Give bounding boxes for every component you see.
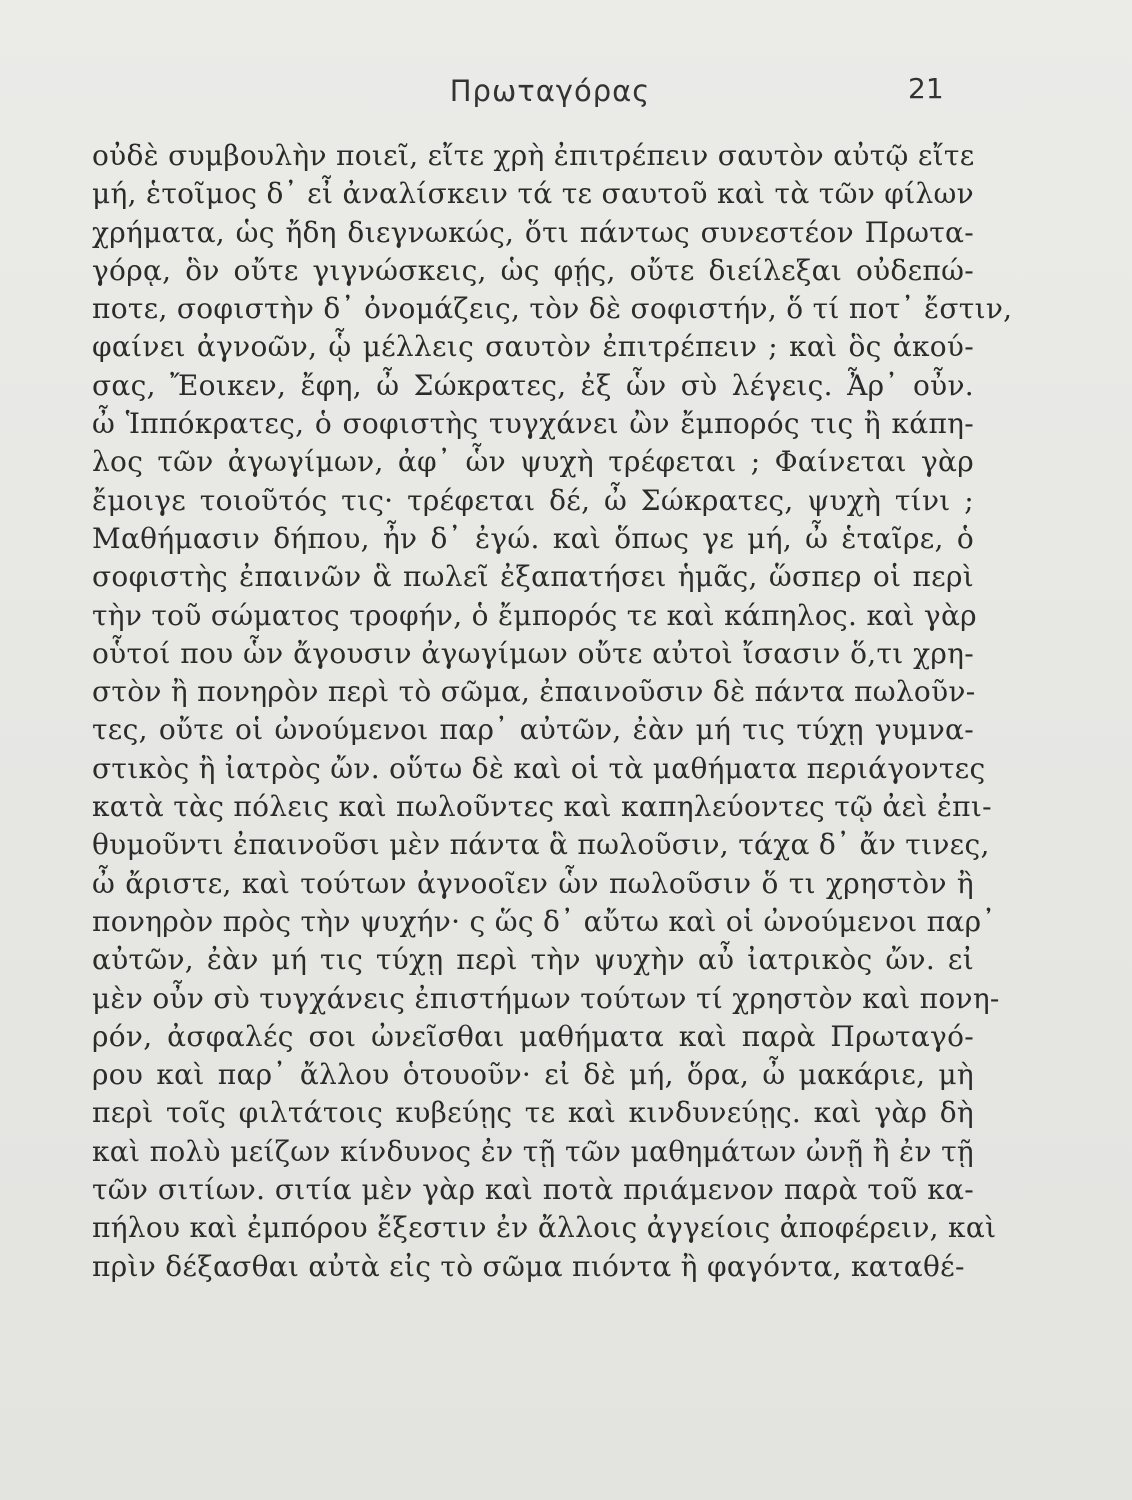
text-line: μὲν οὖν σὺ τυγχάνεις ἐπιστήμων τούτων τί χρηστὸν καὶ πονη- bbox=[92, 981, 1000, 1015]
text-line: μή, ἑτοῖμος δ᾿ εἶ ἀναλίσκειν τά τε σαυτοῦ καὶ τὰ τῶν φίλων bbox=[92, 177, 974, 211]
text-line: πήλου καὶ ἐμπόρου ἔξεστιν ἐν ἄλλοις ἀγγείοις ἀποφέρειν, καὶ bbox=[92, 1211, 997, 1245]
text-line: στὸν ἢ πονηρὸν περὶ τὸ σῶμα, ἐπαινοῦσιν δὲ πάντα πωλοῦν- bbox=[92, 675, 976, 709]
text-line: φαίνει ἀγνοῶν, ᾧ μέλλεις σαυτὸν ἐπιτρέπειν ; καὶ ὃς ἀκού- bbox=[92, 330, 974, 364]
text-line: Μαθήμασιν δήπου, ἦν δ᾿ ἐγώ. καὶ ὅπως γε μή, ὦ ἑταῖρε, ὁ bbox=[92, 521, 974, 555]
text-line: ἔμοιγε τοιοῦτός τις· τρέφεται δέ, ὦ Σώκρατες, ψυχὴ τίνι ; bbox=[92, 483, 974, 517]
text-line: κατὰ τὰς πόλεις καὶ πωλοῦντες καὶ καπηλεύοντες τῷ ἀεὶ ἐπι- bbox=[92, 790, 992, 824]
body-text bbox=[92, 137, 1013, 1286]
page-number: 21 bbox=[908, 72, 944, 105]
text-line: πρὶν δέξασθαι αὐτὰ εἰς τὸ σῶμα πιόντα ἢ φαγόντα, καταθέ- bbox=[92, 1249, 965, 1283]
text-line: καὶ πολὺ μείζων κίνδυνος ἐν τῇ τῶν μαθημάτων ὠνῇ ἢ ἐν τῇ bbox=[92, 1134, 974, 1168]
running-title: Πρωταγόρας bbox=[449, 74, 651, 108]
text-line: ρόν, ἀσφαλές σοι ὠνεῖσθαι μαθήματα καὶ παρὰ Πρωταγό- bbox=[92, 1019, 974, 1053]
text-line: θυμοῦντι ἐπαινοῦσι μὲν πάντα ἃ πωλοῦσιν, τάχα δ᾿ ἄν τινες, bbox=[92, 828, 990, 862]
text-line: αὐτῶν, ἐὰν μή τις τύχῃ περὶ τὴν ψυχὴν αὖ ἰατρικὸς ὤν. εἰ bbox=[92, 943, 974, 977]
text-line: στικὸς ἢ ἰατρὸς ὤν. οὕτω δὲ καὶ οἱ τὰ μαθήματα περιάγοντες bbox=[92, 751, 986, 785]
text-line: ὦ Ἱππόκρατες, ὁ σοφιστὴς τυγχάνει ὢν ἔμπορός τις ἢ κάπη- bbox=[92, 407, 974, 441]
text-line: τῶν σιτίων. σιτία μὲν γὰρ καὶ ποτὰ πριάμενον παρὰ τοῦ κα- bbox=[92, 1173, 974, 1207]
text-line: χρήματα, ὡς ἤδη διεγνωκώς, ὅτι πάντως συνεστέον Πρωτα- bbox=[92, 215, 974, 249]
text-line: σας, Ἔοικεν, ἔφη, ὦ Σώκρατες, ἐξ ὧν σὺ λέγεις. Ἆρ᾿ οὖν. bbox=[92, 368, 974, 402]
text-line: γόρᾳ, ὃν οὔτε γιγνώσκεις, ὡς φῄς, οὔτε διείλεξαι οὐδεπώ- bbox=[92, 253, 974, 287]
text-line: οὐδὲ συμβουλὴν ποιεῖ, εἴτε χρὴ ἐπιτρέπειν σαυτὸν αὐτῷ εἴτε bbox=[92, 139, 975, 172]
text-line: ποτε, σοφιστὴν δ᾿ ὀνομάζεις, τὸν δὲ σοφιστήν, ὅ τί ποτ᾿ ἔστιν, bbox=[92, 292, 1013, 326]
text-line: λος τῶν ἀγωγίμων, ἀφ᾿ ὧν ψυχὴ τρέφεται ; Φαίνεται γὰρ bbox=[92, 445, 974, 479]
text-line: τες, οὔτε οἱ ὠνούμενοι παρ᾿ αὐτῶν, ἐὰν μή τις τύχῃ γυμνα- bbox=[92, 713, 974, 747]
text-line: ρου καὶ παρ᾿ ἄλλου ὁτουοῦν· εἰ δὲ μή, ὅρα, ὦ μακάριε, μὴ bbox=[92, 1058, 974, 1092]
text-line: ὦ ἄριστε, καὶ τούτων ἀγνοοῖεν ὧν πωλοῦσιν ὅ τι χρηστὸν ἢ bbox=[92, 866, 974, 900]
text-line: περὶ τοῖς φιλτάτοις κυβεύῃς τε καὶ κινδυνεύῃς. καὶ γὰρ δὴ bbox=[92, 1096, 974, 1130]
text-line: σοφιστὴς ἐπαινῶν ἃ πωλεῖ ἐξαπατήσει ἡμᾶς, ὥσπερ οἱ περὶ bbox=[92, 560, 974, 594]
text-line: τὴν τοῦ σώματος τροφήν, ὁ ἔμπορός τε καὶ κάπηλος. καὶ γὰρ bbox=[92, 598, 977, 632]
text-line: πονηρὸν πρὸς τὴν ψυχήν· ς ὥς δ᾿ αὔτω καὶ οἱ ὠνούμενοι παρ᾿ bbox=[92, 904, 996, 938]
text-line: οὗτοί που ὧν ἄγουσιν ἀγωγίμων οὔτε αὐτοὶ ἴσασιν ὅ,τι χρη- bbox=[92, 636, 974, 670]
